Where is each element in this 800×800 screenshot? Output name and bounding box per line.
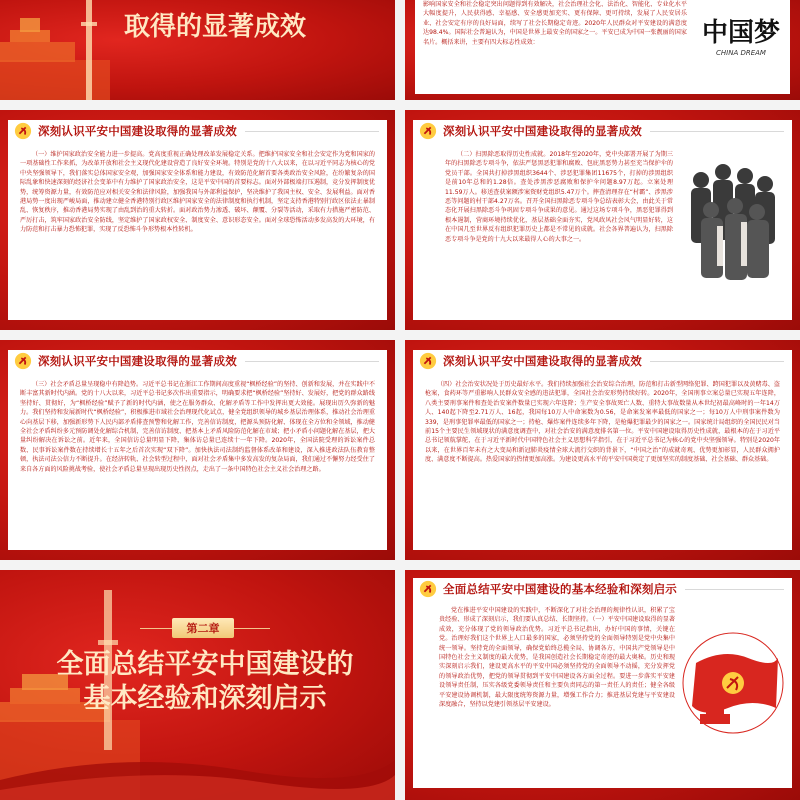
slide-text: 党在推进平安中国建设的实践中，不断深化了对社会治理的规律性认识，积累了宝贵经验、形成了深刻启示，我们要认真总结、长期坚持。（一）平安中国建设取得的显著成效，充分体现了党的领导政治优势。习近平总书记指出，办好中国的事情，关键在党。治理好我们这个世界上人口最多的国家，必须坚持党的全面领导特别是党中央集中统一领导。坚持党的全面领导，确保党始终总揽全局、协调各方，中国共产党领导是中国特色社会主义制度的最大优势，是我国创造社会长期稳定奇迹的最大奥秘。历史和现实深刻启示我们，建设更高水平的平安中国必须坚持党的全面领导不动摇，充分发挥党的领导政治优势，把党的领导贯彻到平安中国建设各方面全过程。要进一步落实平安建设领导责任制，压实各级党委领导责任和主要负责同志的第一责任人的责任；健全各级平安建设协调机制，最大限度统筹资源力量，增强工作合力；推进基层党建与平安建设深度融合，坚持以党建引领基层平安建设。 bbox=[439, 607, 675, 709]
card-header bbox=[8, 120, 387, 142]
party-emblem-icon bbox=[14, 352, 32, 370]
card-heading: 深刻认识平安中国建设取得的显著成效 bbox=[38, 124, 237, 138]
china-dream-logo-subtitle: CHINA DREAM bbox=[716, 49, 766, 57]
header-divider bbox=[245, 131, 379, 132]
slide-middle-left bbox=[0, 110, 395, 330]
red-wave-decoration bbox=[0, 740, 395, 800]
ornamental-pillar-icon bbox=[80, 0, 98, 100]
party-emblem-icon bbox=[419, 352, 437, 370]
content-card bbox=[413, 350, 792, 550]
header-divider bbox=[685, 589, 784, 590]
chapter-title-line-2: 基本经验和深刻启示 bbox=[83, 683, 327, 714]
card-heading: 深刻认识平安中国建设取得的显著成效 bbox=[38, 354, 237, 368]
card-header bbox=[413, 120, 792, 142]
slide-middle-right bbox=[405, 110, 800, 330]
party-emblem-icon bbox=[419, 580, 437, 598]
slide-bottom-right bbox=[405, 570, 800, 800]
header-divider bbox=[245, 361, 379, 362]
china-dream-logo bbox=[697, 4, 785, 84]
card-header bbox=[8, 350, 387, 372]
slide-text: （三）社会矛盾总量呈现稳中有降趋势。习近平总书记在浙江工作期间高度重视“枫桥经验”的坚持、创新和发展，并在实践中不断丰富其新时代内涵。党的十八大以来，习近平总书记多次作出重要指示，明确要求把“枫桥经验”坚持好、发展好，把党的群众路线坚持好、贯彻好，为“枫桥经验”赋予了新的时代内涵，使之在服务群众、化解矛盾等工作中发挥出更大效能。展现出历久弥新的魅力。我们坚持和发展新时代“枫桥经验”，积极推进市域社会治理现代化试点，健全党组织领导的城乡基层治理体系，推动社会治理重心向基层下移，加强新形势下人民内部矛盾排查预警和化解工作，完善信访制度，把源头预防化解、体现在全方位和全领域，推动健全社会矛盾纠纷多元预防调处化解综合机制，完善信访制度、把基本上矛盾风险防范化解在市域；把小矛盾小问题化解在基层，把大量纠纷解决在诉讼之前。近年来，全国信访总量明显下降，集体访总量已连续十一年下降。2020年，全国法院受理的诉讼案件总数、民事诉讼案件数在持续增长十五年之后首次实现“双下降”。加快执法司法制约监督体系改革和建设，深入推进政法队伍教育整顿，执法司法公信力不断提升。在经济转轨、社会转型过程中，面对社会矛盾集中多发高发的复杂局面，我们通过不懈努力经受住了来自各方面的风险挑战考验，使社会矛盾总量呈现出现历史性拐点，走出了一条中国特色社会主义社会治理之路。 bbox=[20, 381, 375, 473]
header-divider bbox=[650, 131, 784, 132]
chapter-title-line-1: 全面总结平安中国建设的 bbox=[56, 649, 354, 680]
party-emblem-icon bbox=[14, 122, 32, 140]
content-card bbox=[8, 350, 387, 550]
slide-text: （四）社会治安状况处于历史最好水平。我们持续加强社会治安综合治理，防范和打击新型网络犯罪、跨国犯罪以及黄赌毒、盗枪案，食药环等严重影响人民群众安全感的违法犯罪，全国社会治安形势持续好转。2020年，全国刑事立案总量已实现五年连降，八类主要刑事案件和查处治安案件数量已实现六年连降；生产安全事故死亡人数、重特大事故数量从本世纪初最高峰时的一年14万人、140起下降至2.71万人、16起，我国每10万人中命案数为0.56，是命案发案率最低的国家之一；每10万人中刑事案件数为339，是刑事犯罪率最低的国家之一；持枪、爆炸案件连续多年下降，是枪爆犯罪最少的国家之一。国家统计局组织的全国民民对当前15个主要民生领域现状的满意度调查中，对社会治安的满意度排名第一位。平安中国建设取得历史性成就，最根本的在于习近平总书记领航掌舵，在于习近平新时代中国特色社会主义思想科学指引，在于习近平总书记为核心的党中央坚强领导。特别是2020年以来，在世界百年未有之大变局和新冠肺炎疫情全球大流行交织的背景下，“中国之治”的成就奇观、优势更加彰显，人民群众拥护度、满意度不断提高。热爱国家的热情更加高涨。为建设更高水平的平安中国奠定了更加坚实的制度基础、社会基础、群众基础。 bbox=[425, 381, 780, 464]
slide-text: （二）扫黑除恶取得历史性成就。2018年至2020年，党中央部署开展了为期三年的扫黑除恶专项斗争，依法严惩黑恶犯罪和腐败、包庇黑恶势力甚至充当保护伞的党员干部。全国共打掉涉黑组织3644个、涉恶犯罪集团11675个，打掉的涉黑组织是前10年总和的1.28倍。查处涉黑涉恶腐败和保护伞问题8.97万起。立案处理11.59万人。移送查获案额涉案资财党组织5.47万个。摔查清理存在“村霸”、涉黑涉恶等问题的村干部4.27万名。召开全国扫黑除恶专项斗争总结表彰大会，由此关于常态化开展扫黑除恶斗争巩固专项斗争成果的意见。通过这场专项斗争，黑恶犯罪得到根本遏制，营商环境持续优化，基层基础全面夯实，党风政风社会风气明显好转，这在中国几至世界反有组织犯罪历史上都是不常见的成就。社会各界普遍认为，扫黑除恶专项斗争是党的十九大以来最得人心的大事之一。 bbox=[445, 151, 673, 243]
slide-text: 影响国家安全和社会稳定突出问题得到有效解决，社会治理社会化、法治化、智能化、专业化水平大幅度提升，人民获得感、幸福感、安全感更加充实、更有保障、更可持续，发展了人民安居乐业、社会安定有序的良好局面，续写了社会长期稳定奇迹。2020年人民群众对平安建设的满意度达98.4%。国际社会普遍认为，中国是世界上最安全的国家之一。平安已成为中国一张靓丽的国家名片。概括来讲，主要有四大标志性成效： bbox=[423, 1, 687, 46]
card-header bbox=[413, 578, 792, 600]
card-heading: 全面总结平安中国建设的基本经验和深刻启示 bbox=[443, 582, 677, 596]
content-card bbox=[415, 0, 790, 94]
content-card bbox=[413, 578, 792, 788]
slide-title: 取得的显著成效 bbox=[123, 12, 306, 42]
header-divider bbox=[650, 361, 784, 362]
slide-chapter bbox=[0, 570, 395, 800]
flag-emblem-illustration bbox=[678, 628, 788, 738]
slide-text: （一）维护国家政治安全能力进一步提高。党高度重视正确处理改革发展稳定关系。把维护国家安全和社会安定作为党和国家的一项基础性工作来抓，为改革开放和社会主义现代化建设营造了良好安全环境。特别是党的十八大以来，在以习近平同志为核心的党中央坚强领导下，我们落实总体国家安全观，加强国家安全体系和能力建设，有效防范化解首要各类政治安全风险，在纷繁复杂的国际乱象和快速深刻的经济社会变革中有力维护了国家政治安全，这是平安中国的首要标志。面对外部极端打压遏制，竞分发挥制度优势，统筹资源力量，有效防范应对相关安全和法律风险，加强我国与外部利益保护，坚决维护了我国主权、安全、发展利益。面对香港局势一度出现严峻局面，推动建立健全香港特别行政区维护国家安全的法律制度和执行机制，坚定支持香港特别行政区依法止暴制乱、恢复秩序，推动香港局势实现了由乱到治的重大转折。面对政治势力渗透、破坏、颠覆、分裂等活动，采取有力措施严密防范、严厉打击，筑牢国家政治安全防线，坚定维护了国家政权安全、制度安全、意识形态安全。面对全球恐怖活动多发高发的大环境，有力防范和打击暴力恐怖犯罪，实现了反恐怖斗争形势根本性转机。 bbox=[20, 151, 375, 234]
content-card bbox=[413, 120, 792, 320]
chapter-badge: 第二章 bbox=[172, 618, 234, 638]
card-header bbox=[413, 350, 792, 372]
slide-top-left bbox=[0, 0, 395, 100]
crowd-illustration bbox=[681, 150, 781, 300]
card-heading: 深刻认识平安中国建设取得的显著成效 bbox=[443, 354, 642, 368]
slide-top-right bbox=[405, 0, 800, 100]
slide-lower-left bbox=[0, 340, 395, 560]
china-dream-logo-text: 中国梦 bbox=[701, 18, 780, 48]
card-heading: 深刻认识平安中国建设取得的显著成效 bbox=[443, 124, 642, 138]
slide-lower-right bbox=[405, 340, 800, 560]
content-card bbox=[8, 120, 387, 320]
party-emblem-icon bbox=[419, 122, 437, 140]
